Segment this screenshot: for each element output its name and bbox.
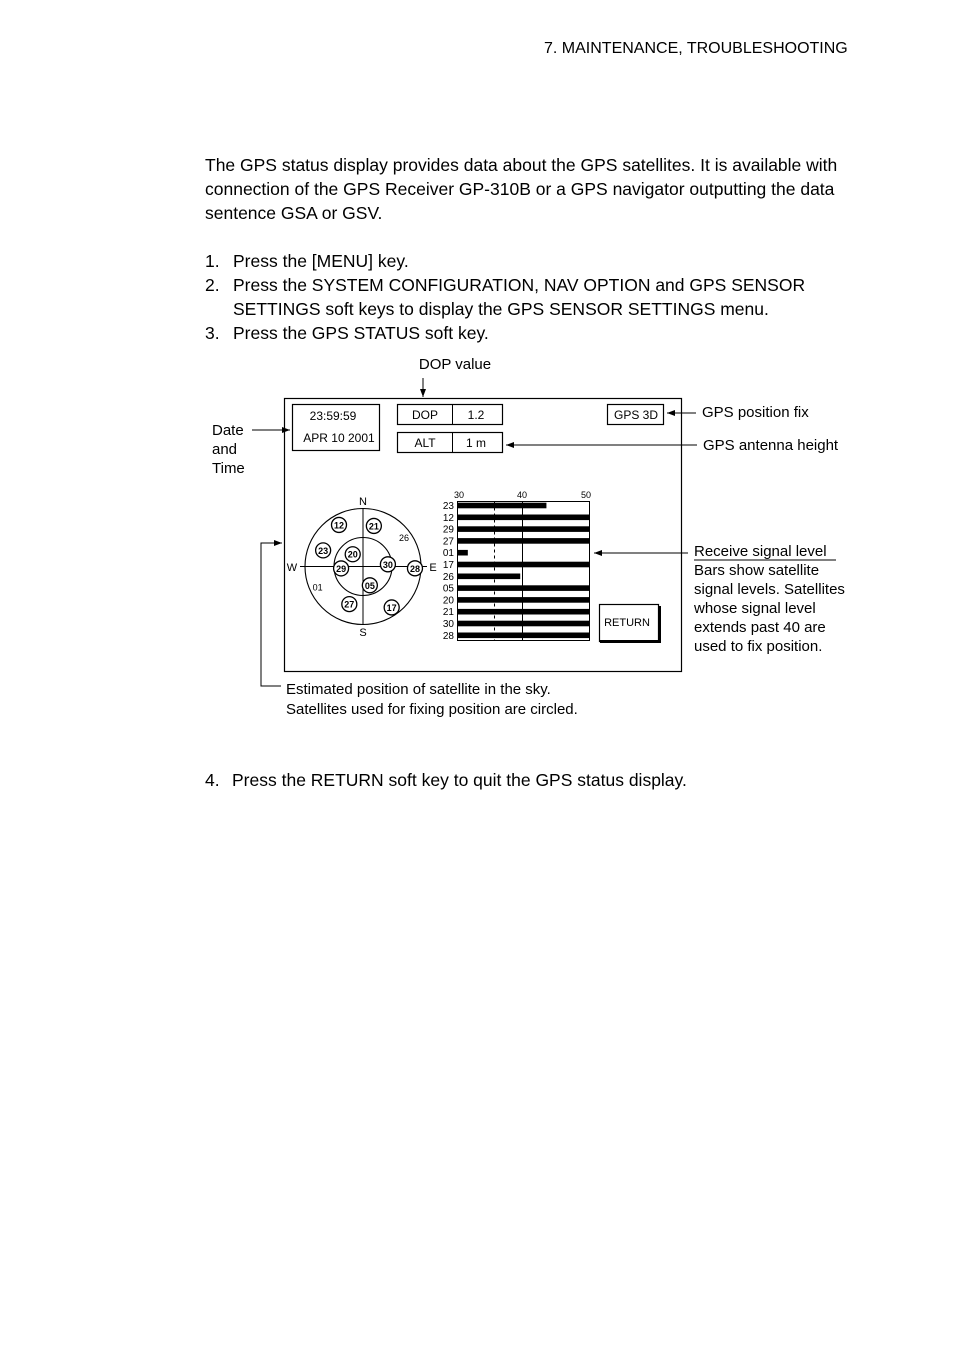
signal-bar	[458, 633, 589, 639]
satellite-id: 17	[386, 602, 397, 613]
callout-signal-line: signal levels. Satellites	[694, 581, 845, 598]
compass-west: W	[286, 562, 298, 574]
bar-category-label: 28	[442, 630, 454, 642]
bar-category-label: 20	[442, 595, 454, 607]
signal-bar	[458, 526, 589, 532]
signal-bar	[458, 562, 589, 568]
satellite-marker-circled	[342, 597, 357, 612]
satellite-marker-circled	[366, 518, 381, 533]
callout-time: Time	[212, 460, 245, 477]
satellite-id: 29	[336, 563, 347, 574]
satellite-id: 05	[364, 580, 375, 591]
callout-signal-line: whose signal level	[694, 600, 816, 617]
callout-antenna-height: GPS antenna height	[703, 437, 839, 454]
satellite-id: 27	[344, 599, 355, 610]
bar-category-label: 23	[442, 501, 454, 512]
signal-bar	[458, 515, 589, 521]
callout-signal-line: Bars show satellite	[694, 562, 820, 579]
callout-signal-title: Receive signal level	[694, 543, 827, 560]
bar-category-label: 01	[442, 548, 454, 560]
signal-bar	[458, 609, 589, 615]
callout-position-fix: GPS position fix	[702, 404, 809, 421]
step-text: Press the [MENU] key.	[233, 251, 409, 271]
bar-category-label: 30	[442, 619, 454, 630]
satellite-id: 20	[347, 549, 358, 560]
step-text: Press the GPS STATUS soft key.	[233, 323, 489, 343]
signal-bar	[458, 550, 468, 556]
compass-south: S	[359, 627, 367, 639]
signal-bar	[458, 574, 520, 580]
satellite-marker-circled	[316, 543, 331, 558]
step-text: Press the SYSTEM CONFIGURATION, NAV OPTION and GPS SENSOR SETTINGS soft keys to display the GPS SENSOR SETTINGS menu.	[233, 275, 806, 319]
section-header: 7. MAINTENANCE, TROUBLESHOOTING	[544, 40, 848, 57]
return-label[interactable]: RETURN	[604, 617, 650, 629]
callout-date: Date	[212, 422, 244, 439]
date-text: APR 10 2001	[303, 431, 375, 445]
intro-paragraph: The GPS status display provides data about the GPS satellites. It is available with connection of the GPS Receiver GP-310B or a GPS navigator outputting the data sentence GSA or GSV.	[205, 155, 838, 223]
satellite-marker-circled	[407, 561, 422, 576]
time-text: 23:59:59	[309, 409, 357, 423]
satellite-marker-circled	[362, 578, 377, 593]
satellite-id: 30	[382, 559, 393, 570]
step-number: 2.	[205, 275, 220, 295]
callout-dop-value: DOP value	[418, 356, 492, 373]
signal-bar	[458, 597, 589, 603]
step-4	[205, 768, 687, 792]
signal-bar	[458, 585, 589, 591]
bar-category-label: 21	[442, 607, 454, 619]
satellite-marker-circled	[384, 600, 399, 615]
callout-signal-line: extends past 40 are	[694, 619, 826, 636]
callout-and: and	[212, 441, 238, 458]
compass-north: N	[359, 496, 367, 508]
step-text: Press the RETURN soft key to quit the GPS status display.	[232, 770, 687, 790]
dop-value: 1.2	[467, 408, 485, 422]
signal-bar	[458, 503, 546, 509]
compass-east: E	[429, 562, 437, 574]
satellite-id: 28	[409, 563, 420, 574]
satellite-marker-circled	[332, 517, 347, 532]
bar-category-label: 29	[442, 524, 454, 536]
step-number: 4.	[205, 770, 220, 790]
satellite-id-uncircled: 26	[398, 532, 409, 543]
alt-label: ALT	[414, 436, 436, 450]
step-number: 1.	[205, 251, 220, 271]
satellite-id: 23	[318, 545, 329, 556]
tick-label: 50	[580, 490, 592, 500]
satellite-marker-circled	[345, 547, 360, 562]
alt-value: 1 m	[465, 436, 487, 450]
tick-label: 40	[516, 490, 528, 500]
callout-signal-line: used to fix position.	[694, 638, 823, 655]
satellite-marker-circled	[380, 557, 395, 572]
fix-mode-text: GPS 3D	[613, 408, 659, 422]
signal-bar	[458, 538, 589, 544]
step-number: 3.	[205, 323, 220, 343]
bar-category-label: 27	[442, 536, 454, 548]
bar-category-label: 12	[442, 512, 454, 524]
callout-estimated-line1: Estimated position of satellite in the sky.	[286, 681, 551, 698]
satellite-id: 12	[333, 520, 345, 531]
bar-category-label: 26	[442, 571, 454, 583]
bar-category-label: 05	[442, 583, 454, 595]
callout-estimated-line2: Satellites used for fixing position are circled.	[286, 701, 578, 718]
tick-label: 30	[453, 490, 465, 500]
signal-bar	[458, 621, 589, 627]
satellite-id: 21	[368, 521, 379, 532]
bar-category-label: 17	[442, 560, 454, 571]
satellite-marker-circled	[334, 561, 349, 576]
dop-label: DOP	[411, 408, 439, 422]
satellite-id-uncircled: 01	[312, 582, 323, 593]
